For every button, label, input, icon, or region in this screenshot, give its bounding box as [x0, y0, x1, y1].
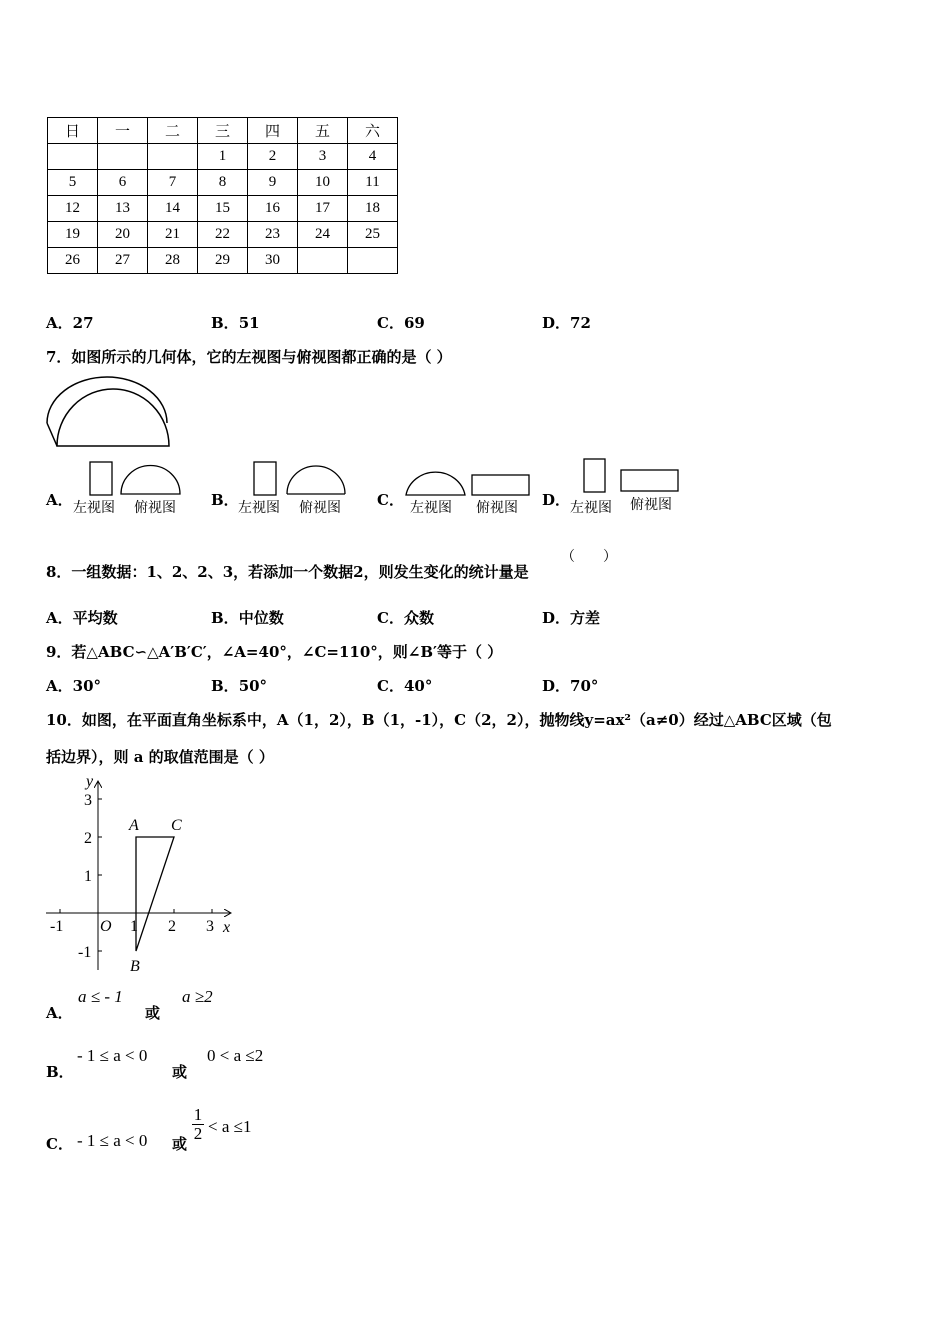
- x-tick-label: O: [100, 918, 112, 935]
- y-axis-label: y: [86, 773, 94, 790]
- y-tick-label: 2: [84, 830, 92, 847]
- calendar-cell: 日: [48, 118, 98, 144]
- calendar-cell: [148, 144, 198, 170]
- q8-option-d: D．方差: [542, 609, 601, 627]
- calendar-row: [48, 222, 398, 248]
- q7-option-a-views: [88, 461, 188, 497]
- q7-option-b-letter: B．: [211, 491, 239, 509]
- q9-option-b: B．50°: [211, 677, 268, 695]
- q8-stem: 8．一组数据：1、2、2、3，若添加一个数据2，则发生变化的统计量是: [46, 563, 529, 581]
- q8-option-a: A．平均数: [46, 609, 118, 627]
- q7-option-c-letter: C．: [377, 491, 404, 509]
- calendar-cell: 1: [198, 144, 248, 170]
- y-tick-label: 3: [84, 792, 92, 809]
- q10-option-a-or: 或: [145, 1004, 161, 1022]
- q10-stem-line1: 10．如图，在平面直角坐标系中，A（1，2），B（1，-1），C（2，2），抛物线y=ax²（a≠0）经过△ABC区域（包: [46, 711, 832, 729]
- q10-option-c-letter: C．: [46, 1135, 73, 1153]
- calendar-cell: 17: [298, 196, 348, 222]
- calendar-cell: 9: [248, 170, 298, 196]
- calendar-cell: 10: [298, 170, 348, 196]
- x-tick-label: -1: [50, 918, 64, 935]
- q7-option-b-views: [252, 461, 352, 497]
- calendar-cell: 24: [298, 222, 348, 248]
- q6-option-a: A．27: [46, 314, 94, 332]
- calendar-table: [47, 117, 398, 274]
- q6-option-b: B．51: [211, 314, 260, 332]
- q9-option-a: A．30°: [46, 677, 102, 695]
- calendar-cell: 四: [248, 118, 298, 144]
- q10-option-b-or: 或: [172, 1063, 188, 1081]
- y-tick-label: -1: [78, 944, 92, 961]
- q10-option-b-right: 0 < a ≤2: [207, 1046, 264, 1065]
- q10-coordinate-graph: [40, 772, 240, 977]
- calendar-cell: 19: [48, 222, 98, 248]
- q9-option-d: D．70°: [542, 677, 599, 695]
- vertex-label-b: B: [130, 958, 140, 975]
- q10-option-a-right: a ≥2: [182, 987, 213, 1006]
- calendar-row: [48, 196, 398, 222]
- calendar-cell: [98, 144, 148, 170]
- vertex-label-c: C: [171, 817, 182, 834]
- q7-a-top-view-label: 俯视图: [134, 500, 176, 516]
- q9-option-c: C．40°: [377, 677, 433, 695]
- calendar-cell: 4: [348, 144, 398, 170]
- calendar-cell: 29: [198, 248, 248, 274]
- calendar-cell: 26: [48, 248, 98, 274]
- q7-b-top-view-label: 俯视图: [299, 500, 341, 516]
- calendar-cell: 五: [298, 118, 348, 144]
- q7-b-left-view-label: 左视图: [238, 500, 280, 516]
- q8-answer-paren: （ ）: [561, 550, 617, 565]
- q7-option-d-views: [581, 457, 685, 495]
- x-tick-label: 1: [130, 918, 138, 935]
- q10-option-a-left: a ≤ - 1: [78, 987, 123, 1006]
- calendar-cell: 16: [248, 196, 298, 222]
- q7-d-top-view-label: 俯视图: [630, 497, 672, 513]
- x-axis-label: x: [223, 919, 231, 936]
- q7-c-top-view-label: 俯视图: [476, 500, 518, 516]
- x-tick-label: 2: [168, 918, 176, 935]
- q10-option-b-left: - 1 ≤ a < 0: [77, 1046, 148, 1065]
- calendar-cell: 11: [348, 170, 398, 196]
- calendar-cell: 六: [348, 118, 398, 144]
- q10-option-c-or: 或: [172, 1135, 188, 1153]
- y-tick-label: 1: [84, 868, 92, 885]
- calendar-cell: 20: [98, 222, 148, 248]
- calendar-cell: 13: [98, 196, 148, 222]
- calendar-cell: [298, 248, 348, 274]
- calendar-cell: 27: [98, 248, 148, 274]
- q10-option-b-letter: B．: [46, 1063, 74, 1081]
- calendar-cell: 7: [148, 170, 198, 196]
- calendar-cell: [48, 144, 98, 170]
- vertex-label-a: A: [129, 817, 139, 834]
- calendar-cell: 18: [348, 196, 398, 222]
- q7-c-left-view-label: 左视图: [410, 500, 452, 516]
- calendar-cell: 30: [248, 248, 298, 274]
- calendar-cell: 2: [248, 144, 298, 170]
- q10-option-c-right: < a ≤1: [208, 1117, 252, 1136]
- q7-option-a-letter: A．: [46, 491, 73, 509]
- q10-stem-line2: 括边界），则 a 的取值范围是（ ）: [46, 748, 274, 766]
- q7-a-left-view-label: 左视图: [73, 500, 115, 516]
- q10-option-c-fraction: [192, 1106, 204, 1143]
- q7-solid-figure: [44, 375, 176, 451]
- calendar-cell: 5: [48, 170, 98, 196]
- q7-option-c-views: [404, 464, 534, 498]
- calendar-cell: 二: [148, 118, 198, 144]
- q6-option-c: C．69: [377, 314, 425, 332]
- calendar-cell: 21: [148, 222, 198, 248]
- q10-option-c-left: - 1 ≤ a < 0: [77, 1131, 148, 1150]
- calendar-cell: 3: [298, 144, 348, 170]
- calendar-cell: 12: [48, 196, 98, 222]
- q10-option-a-letter: A．: [46, 1004, 73, 1022]
- fraction-denominator: 2: [193, 1124, 203, 1143]
- calendar-header-row: [48, 118, 398, 144]
- calendar-row: [48, 144, 398, 170]
- calendar-cell: 6: [98, 170, 148, 196]
- calendar-cell: 8: [198, 170, 248, 196]
- calendar-cell: 一: [98, 118, 148, 144]
- calendar-cell: 28: [148, 248, 198, 274]
- calendar-cell: [348, 248, 398, 274]
- q7-d-left-view-label: 左视图: [570, 500, 612, 516]
- q6-option-d: D．72: [542, 314, 591, 332]
- q7-stem: 7．如图所示的几何体，它的左视图与俯视图都正确的是（ ）: [46, 348, 452, 366]
- calendar-cell: 25: [348, 222, 398, 248]
- calendar-cell: 三: [198, 118, 248, 144]
- x-tick-label: 3: [206, 918, 214, 935]
- q7-option-d-letter: D．: [542, 491, 571, 509]
- calendar-cell: 14: [148, 196, 198, 222]
- calendar-row: [48, 170, 398, 196]
- calendar-cell: 15: [198, 196, 248, 222]
- calendar-row: [48, 248, 398, 274]
- calendar-cell: 23: [248, 222, 298, 248]
- q9-stem: 9．若△ABC∽△A′B′C′，∠A=40°，∠C=110°，则∠B′等于（ ）: [46, 643, 503, 661]
- fraction-numerator: 1: [193, 1105, 203, 1124]
- q8-option-b: B．中位数: [211, 609, 284, 627]
- q8-option-c: C．众数: [377, 609, 434, 627]
- calendar-cell: 22: [198, 222, 248, 248]
